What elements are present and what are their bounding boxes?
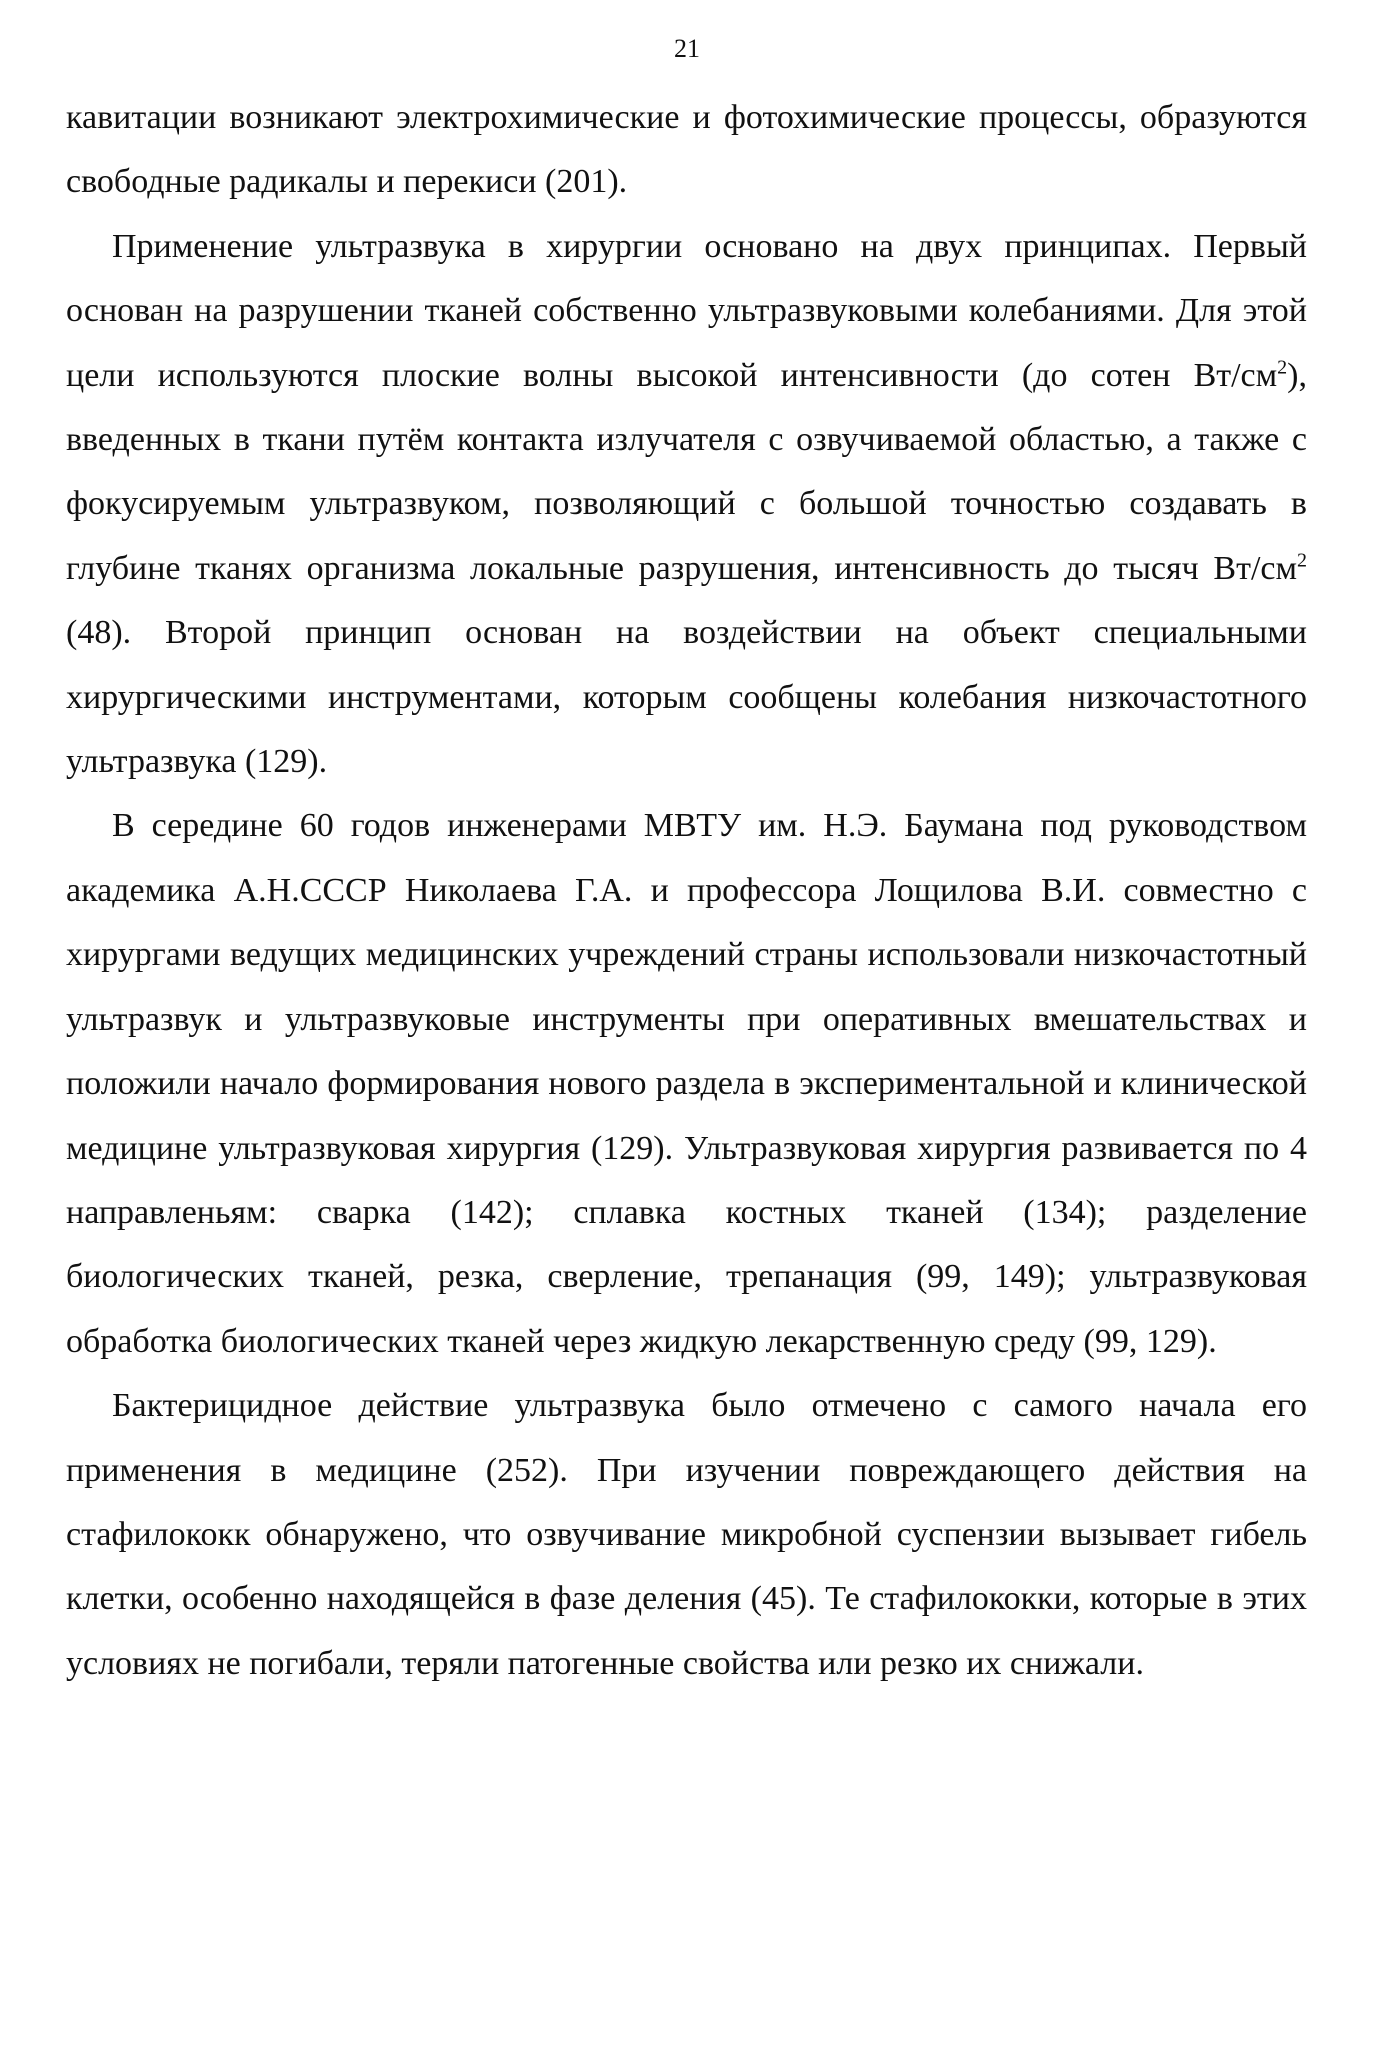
paragraph-1-text: кавитации возникают электрохимические и фотохимические процессы, образуются свободные радикалы и перекиси (201). (66, 99, 1307, 201)
page-number: 21 (674, 34, 700, 63)
superscript-2-a: 2 (1277, 356, 1288, 379)
paragraph-2 (66, 215, 1307, 795)
paragraph-4-text: Бактерицидное действие ультразвука было отмечено с самого начала его применения в медицине (252). При изучении повреждающего действия на стафилококк обнаружено, что озвучивание микробной суспензии вызывает гибель клетки, особенно находящейся в фазе деления (45). Те стафилококки, которые в этих условиях не погибали, теряли патогенные свойства или резко их снижали. (66, 1387, 1307, 1682)
paragraph-4 (66, 1374, 1307, 1696)
body-text (66, 86, 1307, 1696)
paragraph-2-text-1: Применение ультразвука в хирургии основано на двух принципах. Первый основан на разрушении тканей собственно ультразвуковыми колебаниями. Для этой цели используются плоские волны высокой интенсивности (до сотен Вт/см (66, 227, 1307, 394)
superscript-2-b: 2 (1297, 549, 1307, 572)
paragraph-3-text: В середине 60 годов инженерами МВТУ им. Н.Э. Баумана под руководством академика А.Н.СССР Николаева Г.А. и профессора Лощилова В.И. совместно с хирургами ведущих медицинских учреждений страны использовали низкочастотный ультразвук и ультразвуковые инструменты при оперативных вмешательствах и положили начало формирования нового раздела в экспериментальной и клинической медицине ультразвуковая хирургия (129). Ультразвуковая хирургия развивается по 4 направленьям: сварка (142); сплавка костных тканей (134); разделение биологических тканей, резка, сверление, трепанация (99, 149); ультразвуковая обработка биологических тканей через жидкую лекарственную среду (99, 129). (66, 807, 1307, 1360)
paragraph-2-text-3: (48). Второй принцип основан на воздействии на объект специальными хирургическими инструментами, которым сообщены колебания низкочастотного ультразвука (129). (66, 614, 1307, 781)
paragraph-2-text-2: ), введенных в ткани путём контакта излучателя с озвучиваемой областью, а также с фокусируемым ультразвуком, позволяющий с большой точностью создавать в глубине тканях организма локальные разрушения, интенсивность до тысяч Вт/см (66, 356, 1307, 587)
paragraph-1 (66, 86, 1307, 215)
paragraph-3 (66, 794, 1307, 1374)
